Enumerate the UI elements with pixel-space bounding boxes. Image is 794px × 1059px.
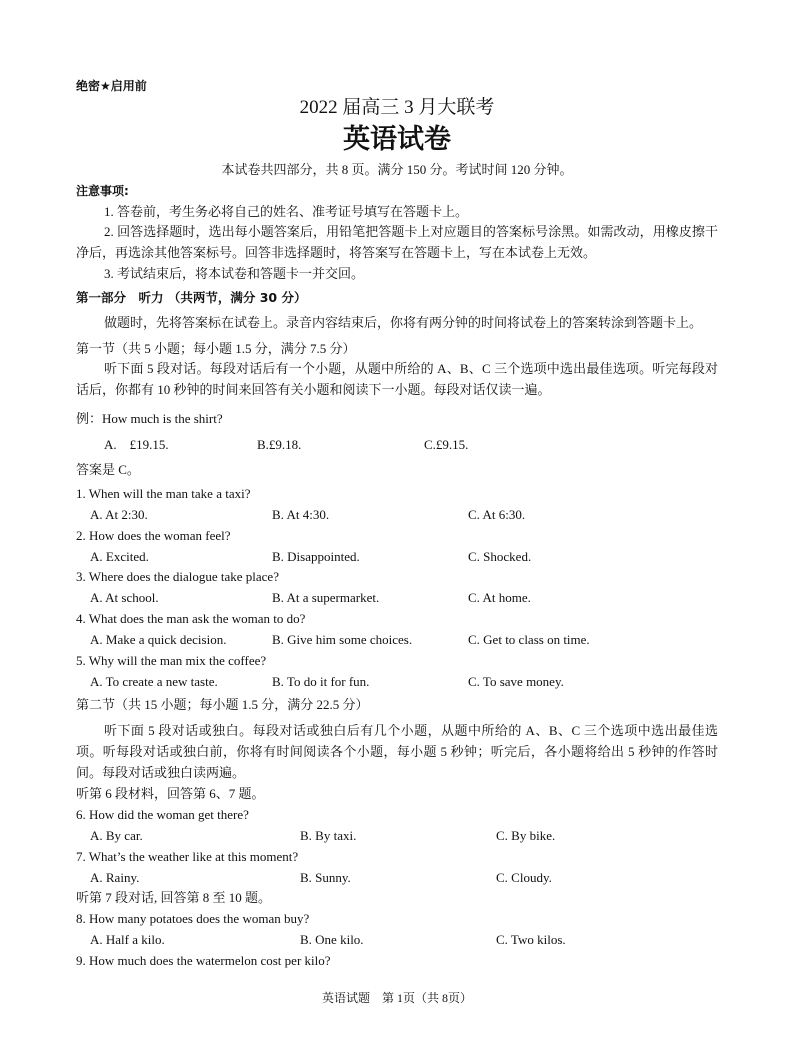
option: C. Cloudy. bbox=[496, 870, 552, 885]
option: A. To create a new taste. bbox=[90, 674, 218, 689]
option: A. At 2:30. bbox=[90, 507, 148, 522]
question: 6. How did the woman get there? bbox=[76, 807, 249, 822]
option: B. Give him some choices. bbox=[272, 632, 413, 647]
question: 9. How much does the watermelon cost per kilo? bbox=[76, 953, 331, 968]
section-instruction: 听下面 5 段对话。每段对话后有一个小题，从题中所给的 A、B、C 三个选项中选出最佳选项。听完每段对话后，你都有 10 秒钟的时间来回答有关小题和阅读下一小题。每段对话仅读一遍。 bbox=[76, 361, 718, 397]
question: 8. How many potatoes does the woman buy? bbox=[76, 911, 310, 926]
exam-name: 2022 届高三 3 月大联考 bbox=[299, 97, 495, 118]
option: B. Disappointed. bbox=[272, 549, 360, 564]
exam-intro: 本试卷共四部分，共 8 页。满分 150 分。考试时间 120 分钟。 bbox=[221, 162, 573, 177]
example-question: 例：How much is the shirt? bbox=[76, 411, 223, 426]
option: B. To do it for fun. bbox=[272, 674, 370, 689]
option: A. Make a quick decision. bbox=[90, 632, 227, 647]
option: C. Get to class on time. bbox=[468, 632, 590, 647]
section-title: 第一节（共 5 小题；每小题 1.5 分，满分 7.5 分） bbox=[76, 341, 356, 356]
question: 4. What does the man ask the woman to do? bbox=[76, 611, 306, 626]
option: C.£9.15. bbox=[424, 437, 469, 452]
option: A. At school. bbox=[90, 590, 159, 605]
option: A. £19.15. bbox=[104, 437, 169, 452]
option: C. At 6:30. bbox=[468, 507, 526, 522]
option: C. Shocked. bbox=[468, 549, 532, 564]
question: 7. What’s the weather like at this moment? bbox=[76, 849, 299, 864]
option: C. At home. bbox=[468, 590, 531, 605]
page-title: 英语试卷 bbox=[343, 124, 451, 154]
question: 3. Where does the dialogue take place? bbox=[76, 569, 279, 584]
option: A. Half a kilo. bbox=[90, 932, 165, 947]
page-footer: 英语试题 第 1页（共 8页） bbox=[321, 991, 472, 1005]
question: 1. When will the man take a taxi? bbox=[76, 486, 251, 501]
option: A. Rainy. bbox=[90, 870, 140, 885]
note-item: 2. 回答选择题时，选出每小题答案后，用铅笔把答题卡上对应题目的答案标号涂黑。如需改动，用橡皮擦干净后，再选涂其他答案标号。回答非选择题时，将答案写在答题卡上，写在本试卷上无效。 bbox=[76, 224, 718, 260]
option: C. To save money. bbox=[468, 674, 564, 689]
option: C. By bike. bbox=[496, 828, 556, 843]
option: B. By taxi. bbox=[300, 828, 357, 843]
notes-title: 注意事项: bbox=[76, 184, 129, 198]
material-heading: 听第 7 段对话, 回答第 8 至 10 题。 bbox=[76, 890, 272, 905]
part-instruction: 做题时，先将答案标在试卷上。录音内容结束后，你将有两分钟的时间将试卷上的答案转涂到答题卡上。 bbox=[104, 315, 703, 330]
secrecy-label: 绝密★启用前 bbox=[76, 79, 147, 93]
section-title: 第二节（共 15 小题；每小题 1.5 分，满分 22.5 分） bbox=[76, 697, 369, 712]
question: 2. How does the woman feel? bbox=[76, 528, 231, 543]
part-title: 第一部分 听力 （共两节，满分 30 分） bbox=[76, 290, 307, 305]
option: B.£9.18. bbox=[257, 437, 302, 452]
note-item: 1. 答卷前，考生务必将自己的姓名、准考证号填写在答题卡上。 bbox=[104, 204, 469, 219]
note-item: 3. 考试结束后，将本试卷和答题卡一并交回。 bbox=[104, 266, 365, 281]
example-answer: 答案是 C。 bbox=[76, 462, 140, 477]
question: 5. Why will the man mix the coffee? bbox=[76, 653, 267, 668]
option: B. At 4:30. bbox=[272, 507, 330, 522]
option: A. Excited. bbox=[90, 549, 149, 564]
section-instruction: 听下面 5 段对话或独白。每段对话或独白后有几个小题，从题中所给的 A、B、C 三个选项中选出最佳选项。听每段对话或独白前，你将有时间阅读各个小题，每小题 5 秒钟；听完后，各小题将给出 5 秒钟的作答时间。每段对话或独白读两遍。 bbox=[76, 723, 718, 780]
option: B. Sunny. bbox=[300, 870, 351, 885]
option: B. One kilo. bbox=[300, 932, 364, 947]
material-heading: 听第 6 段材料，回答第 6、7 题。 bbox=[76, 786, 265, 801]
option: A. By car. bbox=[90, 828, 143, 843]
option: B. At a supermarket. bbox=[272, 590, 380, 605]
option: C. Two kilos. bbox=[496, 932, 566, 947]
